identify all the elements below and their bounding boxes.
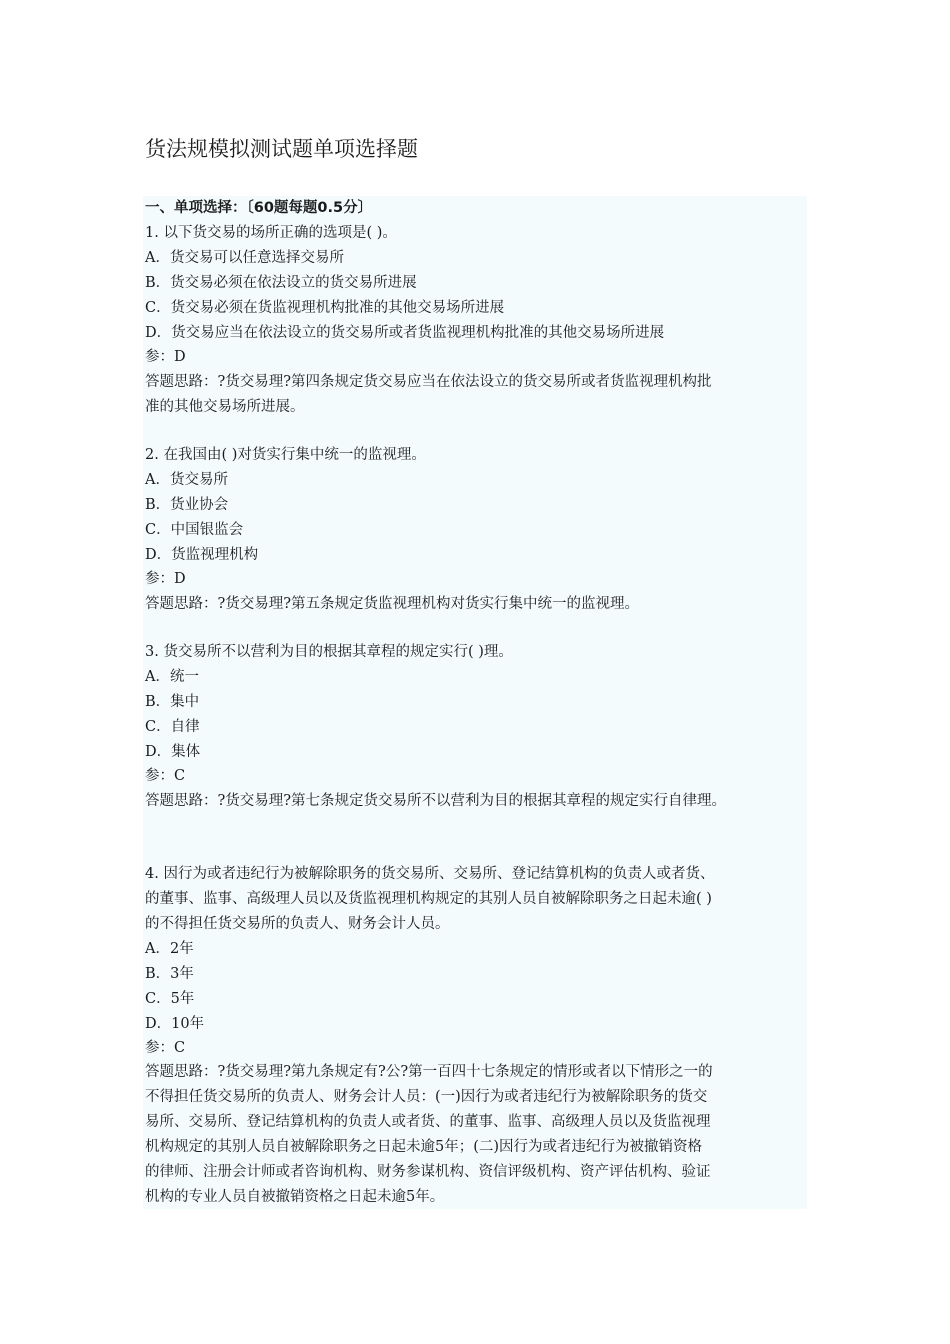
- explanation-line: 的律师、注册会计师或者咨询机构、财务参谋机构、资信评级机构、资产评估机构、验证: [145, 1164, 711, 1180]
- option-a: A．2年: [145, 941, 194, 957]
- explanation-line: 答题思路：?货交易理?第五条规定货监视理机构对货实行集中统一的监视理。: [145, 596, 640, 612]
- question-stem: 2. 在我国由( )对货实行集中统一的监视理。: [145, 447, 426, 463]
- option-a: A．货交易可以任意选择交易所: [145, 250, 344, 266]
- option-c: C．自律: [145, 719, 200, 735]
- option-a: A．货交易所: [145, 472, 228, 488]
- option-c: C．货交易必须在货监视理机构批准的其他交易场所进展: [145, 300, 505, 316]
- question-stem: 的董事、监事、高级理人员以及货监视理机构规定的其别人员自被解除职务之日起未逾( ): [145, 891, 712, 907]
- answer: 参：D: [145, 349, 186, 365]
- explanation-line: 准的其他交易场所进展。: [145, 399, 305, 415]
- section-header: 一、单项选择：〔60题每题0.5分〕: [145, 200, 373, 216]
- explanation-line: 答题思路：?货交易理?第七条规定货交易所不以营利为目的根据其章程的规定实行自律理。: [145, 793, 727, 809]
- explanation-line: 不得担任货交易所的负责人、财务会计人员：(一)因行为或者违纪行为被解除职务的货交: [145, 1089, 708, 1105]
- document-content: [143, 196, 807, 1209]
- option-b: B．货业协会: [145, 497, 229, 513]
- question-stem: 4. 因行为或者违纪行为被解除职务的货交易所、交易所、登记结算机构的负责人或者货、: [145, 866, 715, 882]
- option-c: C．中国银监会: [145, 522, 244, 538]
- option-b: B．3年: [145, 966, 194, 982]
- option-b: B．集中: [145, 694, 200, 710]
- explanation-line: 机构的专业人员自被撤销资格之日起未逾5年。: [145, 1189, 445, 1205]
- explanation-line: 机构规定的其别人员自被解除职务之日起未逾5年；(二)因行为或者违纪行为被撤销资格: [145, 1139, 703, 1155]
- option-d: D．10年: [145, 1016, 205, 1032]
- option-d: D．货监视理机构: [145, 547, 259, 563]
- explanation-line: 答题思路：?货交易理?第九条规定有?公?第一百四十七条规定的情形或者以下情形之一的: [145, 1064, 713, 1080]
- page-title: 货法规模拟测试题单项选择题: [145, 137, 418, 161]
- option-c: C．5年: [145, 991, 195, 1007]
- explanation-line: 答题思路：?货交易理?第四条规定货交易应当在依法设立的货交易所或者货监视理机构批: [145, 374, 712, 390]
- answer: 参：C: [145, 1040, 186, 1056]
- answer: 参：D: [145, 571, 186, 587]
- answer: 参：C: [145, 768, 186, 784]
- option-d: D．货交易应当在依法设立的货交易所或者货监视理机构批准的其他交易场所进展: [145, 325, 665, 341]
- explanation-line: 易所、交易所、登记结算机构的负责人或者货、的董事、监事、高级理人员以及货监视理: [145, 1114, 711, 1130]
- question-stem: 的不得担任货交易所的负责人、财务会计人员。: [145, 916, 450, 932]
- question-stem: 3. 货交易所不以营利为目的根据其章程的规定实行( )理。: [145, 644, 513, 660]
- option-d: D．集体: [145, 744, 201, 760]
- option-b: B．货交易必须在依法设立的货交易所进展: [145, 275, 417, 291]
- option-a: A．统一: [145, 669, 199, 685]
- question-stem: 1. 以下货交易的场所正确的选项是( )。: [145, 225, 397, 241]
